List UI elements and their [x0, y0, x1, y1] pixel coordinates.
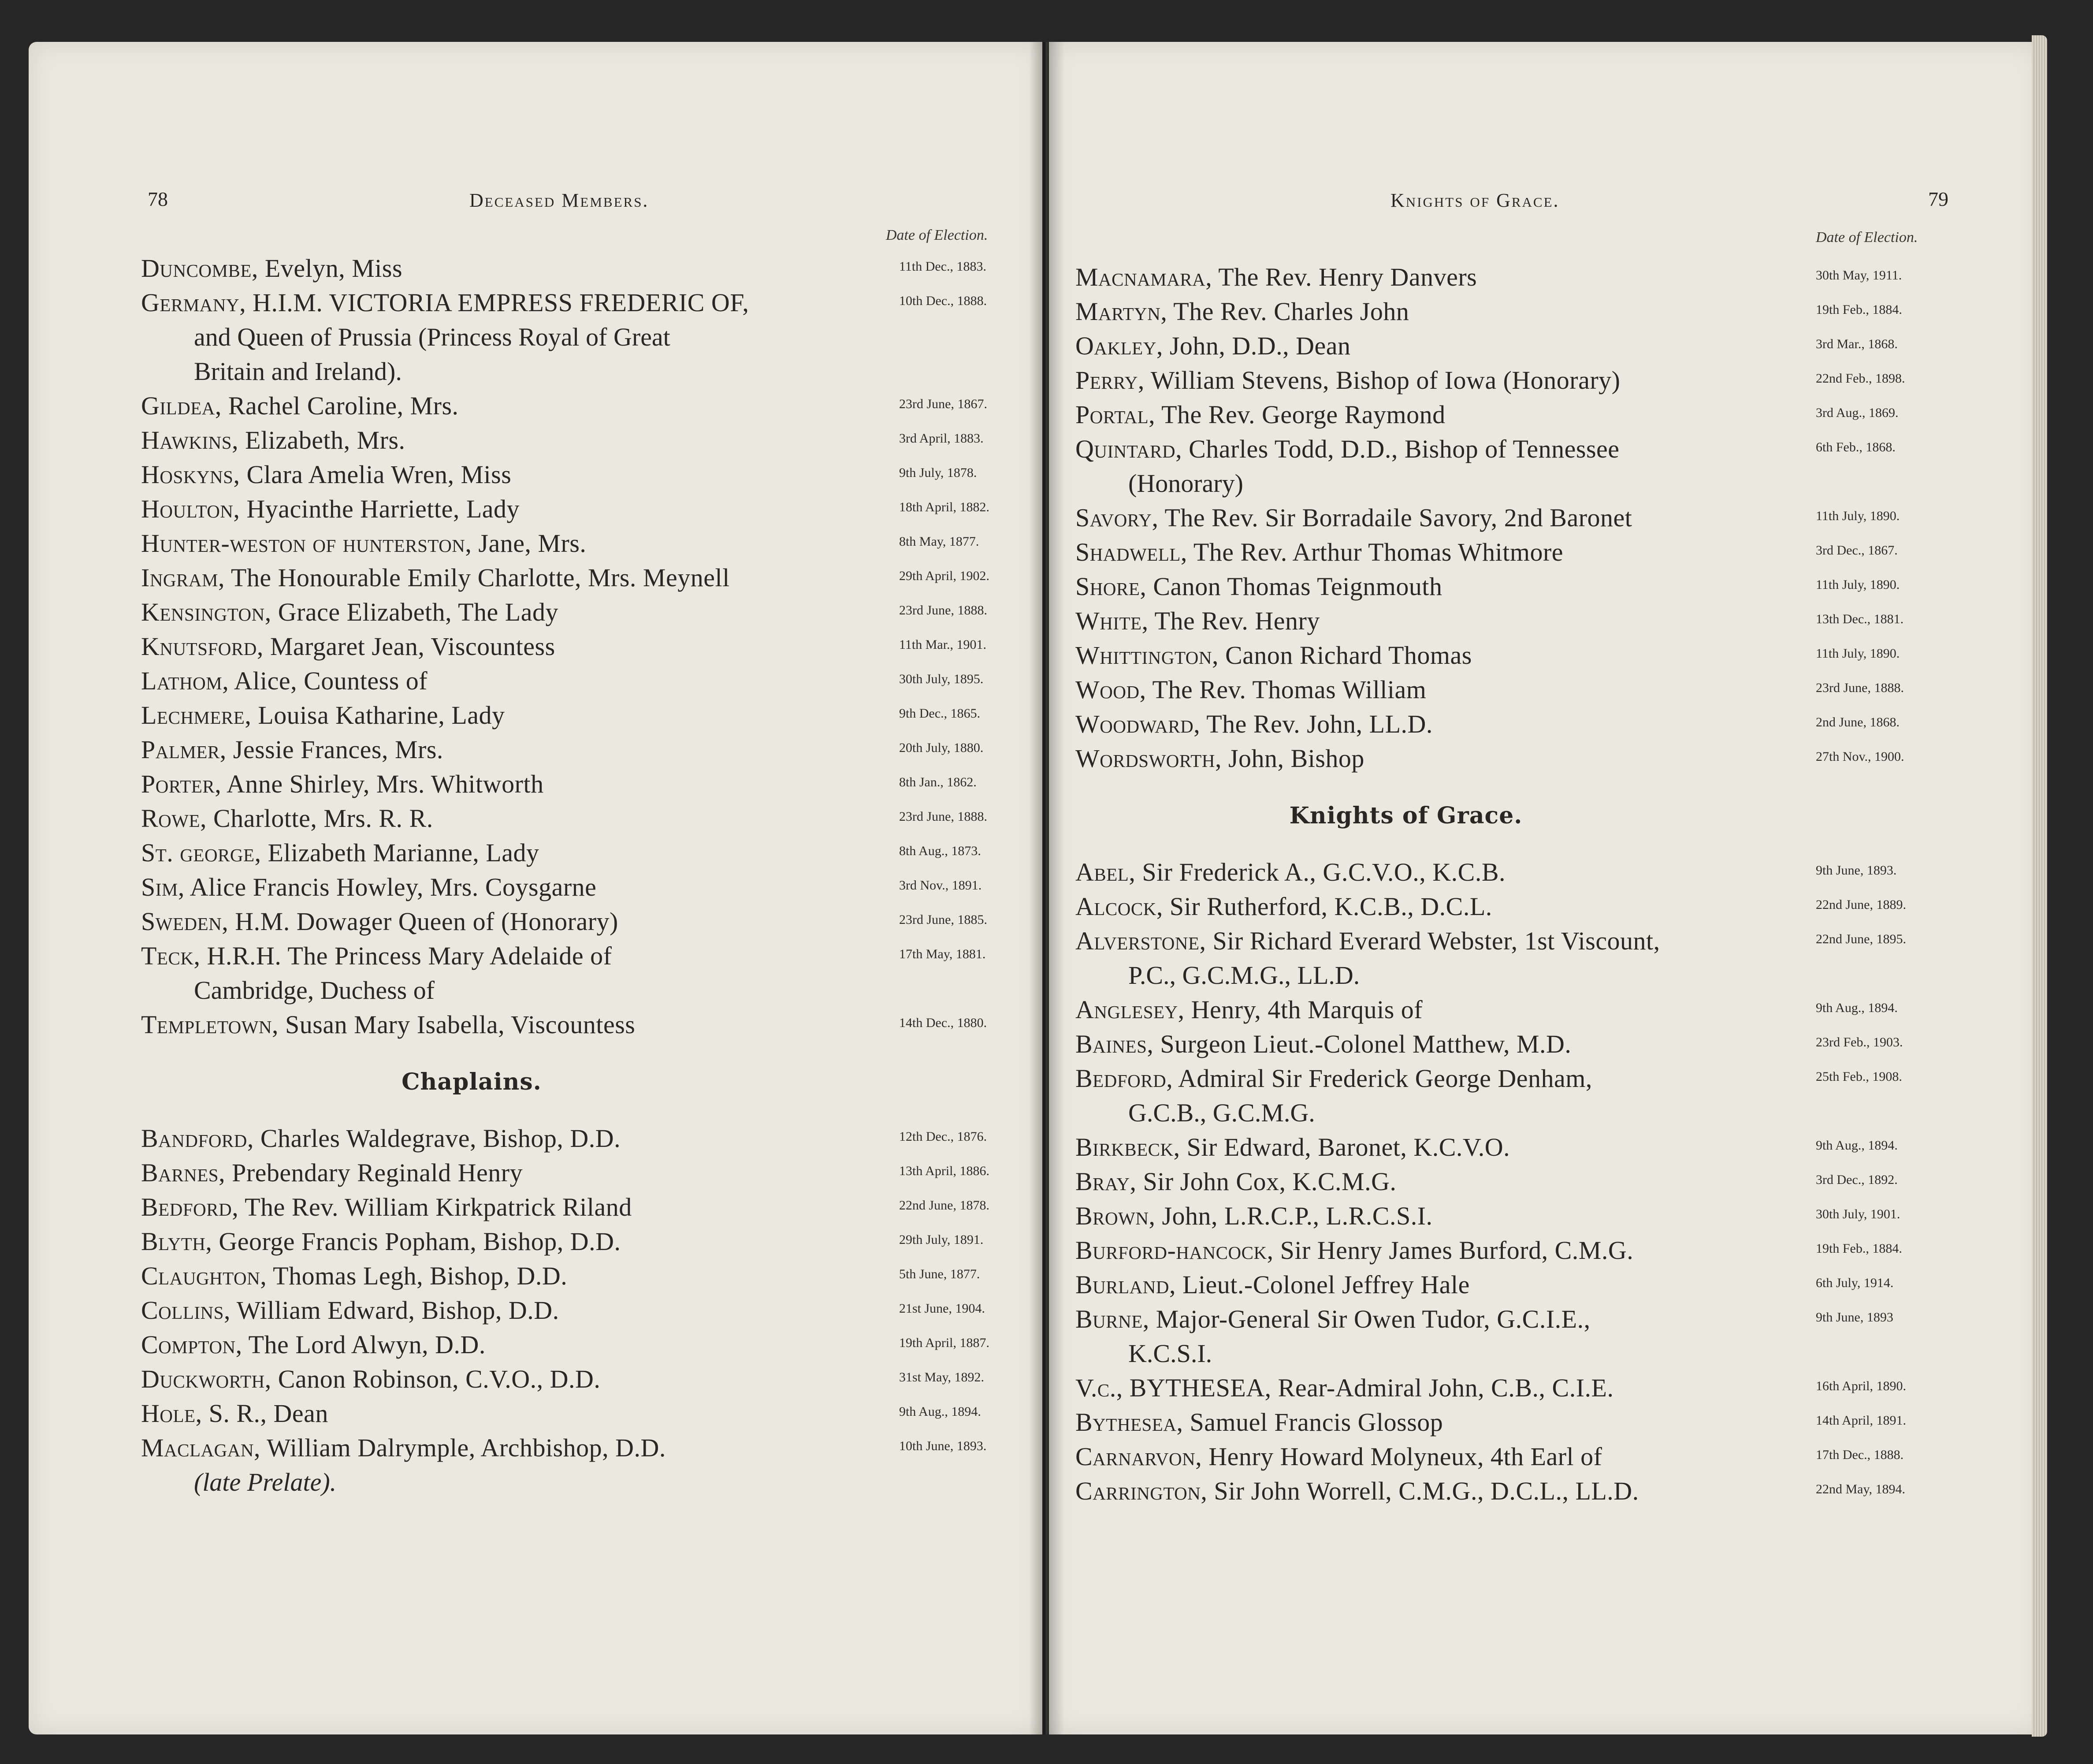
- member-name: Bedford, Admiral Sir Frederick George Denham,: [1075, 1064, 1592, 1093]
- member-entry: [1075, 673, 1957, 707]
- member-name: Lechmere, Louisa Katharine, Lady: [141, 701, 505, 729]
- member-entry: [1075, 1199, 1957, 1233]
- left-member-list: [141, 251, 1022, 1503]
- member-name: Alcock, Sir Rutherford, K.C.B., D.C.L.: [1075, 892, 1492, 921]
- left-running-title: Deceased Members.: [469, 190, 649, 211]
- left-date-column-label: Date of Election.: [886, 227, 988, 243]
- member-name-continued: (late Prelate).: [194, 1468, 337, 1496]
- member-entry: [141, 251, 1022, 286]
- election-date: 21st June, 1904.: [899, 1301, 985, 1316]
- page-edges: [2032, 35, 2047, 1737]
- member-entry: [1075, 398, 1957, 432]
- election-date: 29th July, 1891.: [899, 1232, 984, 1247]
- election-date: 19th Feb., 1884.: [1816, 302, 1902, 317]
- member-name: Bandford, Charles Waldegrave, Bishop, D.D.: [141, 1124, 621, 1153]
- election-date: 9th Dec., 1865.: [899, 706, 981, 721]
- member-name: Rowe, Charlotte, Mrs. R. R.: [141, 804, 433, 833]
- member-entry: [141, 1190, 1022, 1224]
- member-entry: [1075, 501, 1957, 535]
- member-name-continued: and Queen of Prussia (Princess Royal of Great: [194, 323, 670, 351]
- left-running-head: [29, 187, 1042, 218]
- right-page-number: 79: [1928, 188, 1948, 210]
- right-running-title: Knights of Grace.: [1390, 190, 1560, 211]
- member-entry: [1075, 363, 1957, 398]
- member-entry: [1075, 604, 1957, 638]
- member-name: Martyn, The Rev. Charles John: [1075, 297, 1409, 326]
- election-date: 17th May, 1881.: [899, 947, 986, 961]
- member-name: Perry, William Stevens, Bishop of Iowa (Honorary): [1075, 366, 1621, 394]
- member-entry: [141, 1156, 1022, 1190]
- election-date: 27th Nov., 1900.: [1816, 749, 1904, 764]
- member-entry: [141, 664, 1022, 698]
- election-date: 12th Dec., 1876.: [899, 1129, 987, 1144]
- member-entry: [1075, 741, 1957, 776]
- election-date: 31st May, 1892.: [899, 1370, 985, 1384]
- member-name: Teck, H.R.H. The Princess Mary Adelaide of: [141, 942, 612, 970]
- member-name: Barnes, Prebendary Reginald Henry: [141, 1158, 523, 1187]
- member-entry: [1075, 535, 1957, 569]
- member-name: Burford-hancock, Sir Henry James Burford, C.M.G.: [1075, 1236, 1634, 1265]
- election-date: 23rd Feb., 1903.: [1816, 1035, 1903, 1049]
- member-name: Compton, The Lord Alwyn, D.D.: [141, 1330, 486, 1359]
- member-entry: [1075, 993, 1957, 1027]
- member-entry: [1075, 1233, 1957, 1268]
- member-entry: [141, 870, 1022, 904]
- member-name: Gildea, Rachel Caroline, Mrs.: [141, 391, 459, 420]
- right-date-column-label: Date of Election.: [1816, 229, 1918, 246]
- member-name: Claughton, Thomas Legh, Bishop, D.D.: [141, 1262, 568, 1290]
- book-gutter: [1029, 42, 1064, 1734]
- member-name: Sweden, H.M. Dowager Queen of (Honorary): [141, 907, 618, 936]
- member-name: Ingram, The Honourable Emily Charlotte, Mrs. Meynell: [141, 563, 730, 592]
- election-date: 20th July, 1880.: [899, 741, 984, 755]
- member-name: Anglesey, Henry, 4th Marquis of: [1075, 995, 1423, 1024]
- election-date: 30th May, 1911.: [1816, 268, 1902, 283]
- election-date: 19th April, 1887.: [899, 1336, 990, 1350]
- member-name: Germany, H.I.M. VICTORIA EMPRESS FREDERIC OF,: [141, 288, 749, 317]
- member-entry: [141, 1259, 1022, 1293]
- member-name-continued: Cambridge, Duchess of: [194, 976, 435, 1005]
- member-entry: [1075, 855, 1957, 889]
- member-name: Savory, The Rev. Sir Borradaile Savory, 2nd Baronet: [1075, 503, 1632, 532]
- member-name: Blyth, George Francis Popham, Bishop, D.D.: [141, 1227, 621, 1256]
- member-name: Hole, S. R., Dean: [141, 1399, 328, 1428]
- member-name: Sim, Alice Francis Howley, Mrs. Coysgarne: [141, 873, 597, 901]
- member-entry: [141, 423, 1022, 458]
- member-name: Shadwell, The Rev. Arthur Thomas Whitmore: [1075, 538, 1564, 566]
- election-date: 8th May, 1877.: [899, 534, 979, 549]
- election-date: 22nd Feb., 1898.: [1816, 371, 1905, 386]
- member-entry: [1075, 294, 1957, 329]
- member-name-continued: G.C.B., G.C.M.G.: [1128, 1098, 1315, 1127]
- election-date: 3rd Dec., 1892.: [1816, 1172, 1898, 1187]
- member-name-continued: P.C., G.C.M.G., LL.D.: [1128, 961, 1360, 990]
- member-name-continued: Britain and Ireland).: [194, 357, 402, 386]
- member-name: Duckworth, Canon Robinson, C.V.O., D.D.: [141, 1365, 601, 1393]
- member-name: Brown, John, L.R.C.P., L.R.C.S.I.: [1075, 1202, 1433, 1230]
- member-name: Carrington, Sir John Worrell, C.M.G., D.C.L., LL.D.: [1075, 1477, 1639, 1505]
- election-date: 23rd June, 1888.: [1816, 681, 1904, 695]
- member-name: Collins, William Edward, Bishop, D.D.: [141, 1296, 559, 1325]
- member-name: Bedford, The Rev. William Kirkpatrick Riland: [141, 1193, 632, 1221]
- election-date: 22nd June, 1889.: [1816, 897, 1906, 912]
- member-entry: [1075, 260, 1957, 294]
- member-entry: [141, 836, 1022, 870]
- election-date: 23rd June, 1867.: [899, 397, 987, 411]
- member-name: Kensington, Grace Elizabeth, The Lady: [141, 598, 558, 626]
- election-date: 9th Aug., 1894.: [1816, 1138, 1898, 1153]
- election-date: 18th April, 1882.: [899, 500, 990, 514]
- member-name: Lathom, Alice, Countess of: [141, 666, 428, 695]
- member-entry: [1075, 432, 1957, 501]
- member-name: Wood, The Rev. Thomas William: [1075, 675, 1427, 704]
- election-date: 22nd May, 1894.: [1816, 1482, 1906, 1496]
- member-name: St. george, Elizabeth Marianne, Lady: [141, 838, 539, 867]
- election-date: 8th Aug., 1873.: [899, 844, 981, 858]
- member-name: Templetown, Susan Mary Isabella, Viscountess: [141, 1010, 636, 1039]
- member-entry: [141, 939, 1022, 1008]
- election-date: 23rd June, 1888.: [899, 603, 987, 618]
- member-entry: [141, 595, 1022, 629]
- election-date: 25th Feb., 1908.: [1816, 1069, 1902, 1084]
- member-entry: [1075, 638, 1957, 673]
- member-name: Birkbeck, Sir Edward, Baronet, K.C.V.O.: [1075, 1133, 1510, 1161]
- member-entry: [141, 1224, 1022, 1259]
- member-name: Shore, Canon Thomas Teignmouth: [1075, 572, 1442, 601]
- member-entry: [1075, 1474, 1957, 1508]
- member-entry: [1075, 1027, 1957, 1061]
- member-entry: [141, 1431, 1022, 1500]
- election-date: 11th July, 1890.: [1816, 509, 1900, 523]
- member-name: Woodward, The Rev. John, LL.D.: [1075, 710, 1433, 738]
- election-date: 3rd Mar., 1868.: [1816, 337, 1898, 351]
- member-name: Hunter-weston of hunterston, Jane, Mrs.: [141, 529, 587, 558]
- member-entry: [1075, 1405, 1957, 1440]
- member-name: Maclagan, William Dalrymple, Archbishop, D.D.: [141, 1433, 666, 1462]
- election-date: 14th Dec., 1880.: [899, 1016, 987, 1030]
- election-date: 5th June, 1877.: [899, 1267, 980, 1281]
- member-entry: [141, 904, 1022, 939]
- election-date: 3rd Aug., 1869.: [1816, 406, 1899, 420]
- member-entry: [141, 1121, 1022, 1156]
- member-name-continued: (Honorary): [1128, 469, 1243, 498]
- member-name: Duncombe, Evelyn, Miss: [141, 254, 403, 283]
- election-date: 9th June, 1893.: [1816, 863, 1897, 878]
- election-date: 9th July, 1878.: [899, 465, 977, 480]
- election-date: 19th Feb., 1884.: [1816, 1241, 1902, 1256]
- member-name: Palmer, Jessie Frances, Mrs.: [141, 735, 443, 764]
- member-entry: [141, 1362, 1022, 1396]
- member-name: Macnamara, The Rev. Henry Danvers: [1075, 263, 1477, 291]
- member-name: Hawkins, Elizabeth, Mrs.: [141, 426, 405, 454]
- election-date: 30th July, 1901.: [1816, 1207, 1900, 1221]
- member-entry: [141, 389, 1022, 423]
- member-name: White, The Rev. Henry: [1075, 607, 1320, 635]
- member-entry: [141, 561, 1022, 595]
- member-name: Bythesea, Samuel Francis Glossop: [1075, 1408, 1443, 1437]
- election-date: 9th June, 1893: [1816, 1310, 1893, 1325]
- election-date: 13th Dec., 1881.: [1816, 612, 1904, 626]
- election-date: 22nd June, 1878.: [899, 1198, 989, 1213]
- member-entry: [1075, 1302, 1957, 1371]
- member-entry: [141, 458, 1022, 492]
- member-entry: [1075, 1440, 1957, 1474]
- member-name: Houlton, Hyacinthe Harriette, Lady: [141, 495, 520, 523]
- member-entry: [141, 733, 1022, 767]
- member-entry: [1075, 569, 1957, 604]
- member-entry: [141, 698, 1022, 733]
- member-name: Hoskyns, Clara Amelia Wren, Miss: [141, 460, 512, 489]
- election-date: 3rd Nov., 1891.: [899, 878, 982, 893]
- election-date: 11th Dec., 1883.: [899, 259, 987, 274]
- member-entry: [141, 1328, 1022, 1362]
- election-date: 23rd June, 1888.: [899, 809, 987, 824]
- right-member-list: [1075, 260, 1957, 1530]
- election-date: 3rd Dec., 1867.: [1816, 543, 1898, 558]
- member-name: Knutsford, Margaret Jean, Viscountess: [141, 632, 555, 661]
- member-entry: [1075, 924, 1957, 993]
- member-entry: [141, 767, 1022, 801]
- member-entry: [141, 1008, 1022, 1042]
- member-name: Wordsworth, John, Bishop: [1075, 744, 1364, 773]
- right-running-head: [1049, 187, 2041, 218]
- election-date: 11th July, 1890.: [1816, 646, 1900, 661]
- election-date: 6th Feb., 1868.: [1816, 440, 1896, 454]
- election-date: 23rd June, 1885.: [899, 912, 987, 927]
- chaplains-heading: Chaplains.: [401, 1068, 542, 1095]
- member-entry: [1075, 707, 1957, 741]
- member-entry: [141, 492, 1022, 526]
- election-date: 11th July, 1890.: [1816, 577, 1900, 592]
- member-name: Carnarvon, Henry Howard Molyneux, 4th Earl of: [1075, 1442, 1602, 1471]
- member-name: Oakley, John, D.D., Dean: [1075, 331, 1351, 360]
- election-date: 29th April, 1902.: [899, 569, 990, 583]
- member-entry: [1075, 889, 1957, 924]
- member-entry: [1075, 1165, 1957, 1199]
- left-page-number: 78: [148, 188, 168, 210]
- election-date: 14th April, 1891.: [1816, 1413, 1907, 1428]
- election-date: 6th July, 1914.: [1816, 1276, 1894, 1290]
- member-entry: [141, 801, 1022, 836]
- election-date: 11th Mar., 1901.: [899, 637, 987, 652]
- election-date: 22nd June, 1895.: [1816, 932, 1906, 946]
- member-name: V.c., BYTHESEA, Rear-Admiral John, C.B., C.I.E.: [1075, 1373, 1614, 1402]
- member-entry: [1075, 1268, 1957, 1302]
- member-name: Porter, Anne Shirley, Mrs. Whitworth: [141, 770, 544, 798]
- election-date: 2nd June, 1868.: [1816, 715, 1900, 729]
- election-date: 10th Dec., 1888.: [899, 294, 987, 308]
- knights-of-grace-heading: Knights of Grace.: [1289, 802, 1523, 829]
- election-date: 30th July, 1895.: [899, 672, 984, 686]
- member-entry: [141, 629, 1022, 664]
- member-name: Burland, Lieut.-Colonel Jeffrey Hale: [1075, 1270, 1470, 1299]
- member-name: Alverstone, Sir Richard Everard Webster, 1st Viscount,: [1075, 927, 1660, 955]
- member-name: Baines, Surgeon Lieut.-Colonel Matthew, M.D.: [1075, 1030, 1572, 1058]
- election-date: 8th Jan., 1862.: [899, 775, 977, 789]
- election-date: 13th April, 1886.: [899, 1164, 990, 1178]
- member-name-continued: K.C.S.I.: [1128, 1339, 1212, 1368]
- member-entry: [141, 1293, 1022, 1328]
- member-name: Burne, Major-General Sir Owen Tudor, G.C.I.E.,: [1075, 1305, 1591, 1333]
- member-entry: [1075, 1130, 1957, 1165]
- election-date: 9th Aug., 1894.: [899, 1404, 981, 1419]
- election-date: 16th April, 1890.: [1816, 1379, 1907, 1393]
- member-entry: [1075, 1061, 1957, 1130]
- election-date: 17th Dec., 1888.: [1816, 1448, 1904, 1462]
- member-name: Bray, Sir John Cox, K.C.M.G.: [1075, 1167, 1397, 1196]
- election-date: 10th June, 1893.: [899, 1439, 987, 1453]
- member-name: Whittington, Canon Richard Thomas: [1075, 641, 1472, 670]
- member-entry: [141, 526, 1022, 561]
- member-entry: [1075, 1371, 1957, 1405]
- election-date: 3rd April, 1883.: [899, 431, 984, 446]
- member-entry: [141, 1396, 1022, 1431]
- member-name: Abel, Sir Frederick A., G.C.V.O., K.C.B.: [1075, 858, 1506, 886]
- member-entry: [1075, 329, 1957, 363]
- election-date: 9th Aug., 1894.: [1816, 1001, 1898, 1015]
- member-entry: [141, 286, 1022, 389]
- member-name: Portal, The Rev. George Raymond: [1075, 400, 1446, 429]
- member-name: Quintard, Charles Todd, D.D., Bishop of Tennessee: [1075, 435, 1620, 463]
